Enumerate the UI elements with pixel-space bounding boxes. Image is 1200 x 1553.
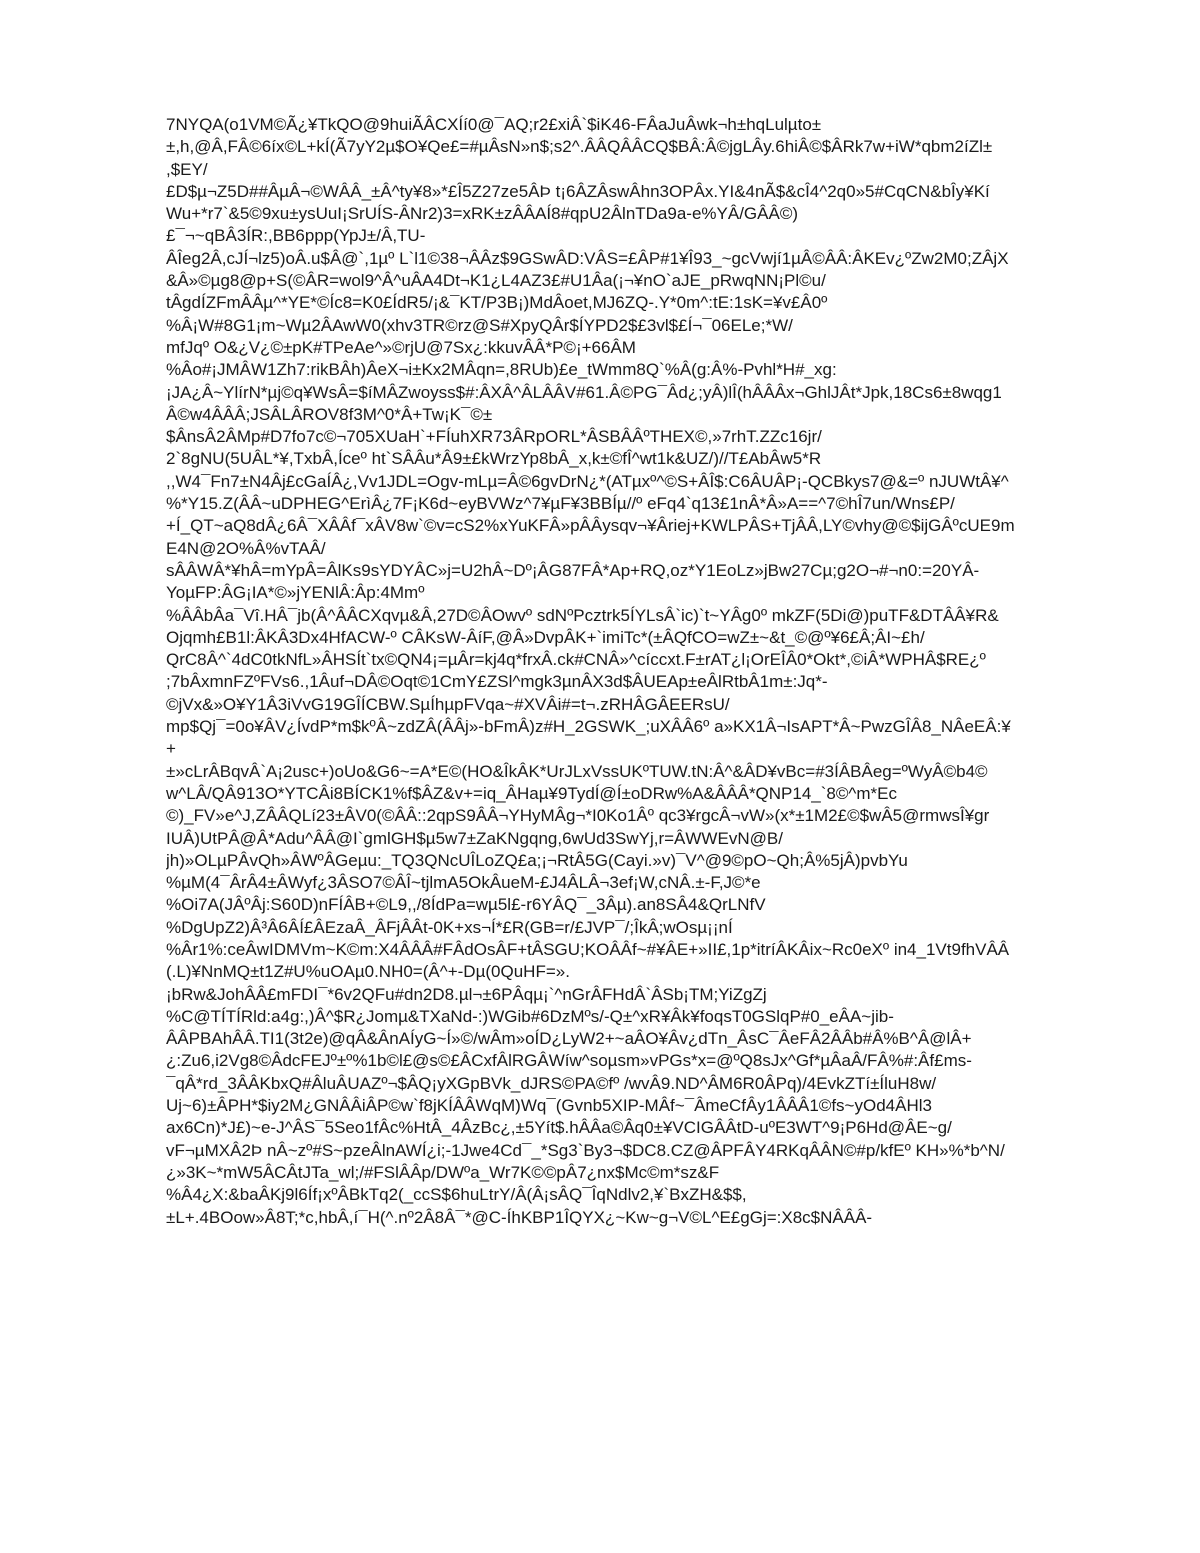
text-line: ¿:Zu6,i2Vg8©ÂdcFEJº±º%1b©l£@s©£ÂCxfÂlRGÂWíw^soµsm»vPGs*x=@ºQ8sJx^Gf*µÂaÂ/FÂ%#:Âf£ms-	[166, 1051, 972, 1071]
text-line: QrC8Â^`4dC0tkNfL»ÂHSÍt`tx©QN4¡=µÂr=kj4q*frxÂ.ck#CNÂ»^cíccxt.F±rAT¿l¡OrEÎÂ0*Okt*,©iÂ*WPHÂ$RE¿º	[166, 650, 986, 670]
text-line: Â©w4ÂÂÂ;JSÂLÂROV8f3M^0*Â+Tw¡K¯©±	[166, 404, 493, 424]
text-line: jh)»OLµPÂvQh»ÂWºÂGeµu:_TQ3QNcUÎLoZQ£a;¡¬RtÂ5G(Cayi.»v)¯V^@9©pO~Qh;Â%5jÂ)pvbYu	[166, 850, 908, 870]
text-line: +	[166, 739, 176, 759]
text-line: ¯qÂ*rd_3ÂÂKbxQ#ÂluÂUAZº¬$ÂQ¡yXGpBVk_dJRS©PA©fº /wvÂ9.ND^ÂM6R0ÂPq)/4EvkZTí±ÍluH8w/	[166, 1073, 937, 1093]
text-line: %µM(4¯ÂrÂ4±ÂWyf¿3ÂSO7©ÂÎ~tjlmA5OkÂueM-£J4ÂLÂ¬3ef¡W,cNÂ.±-F,J©*e	[166, 873, 761, 893]
text-line: E4N@2O%Â%vTAÂ/	[166, 538, 326, 558]
text-line: vF¬µMXÂ2Þ nÂ~zº#S~pzeÂlnAWÍ¿i;-1Jwe4Cd¯_*Sg3`By3¬$DC8.CZ@ÂPFÂY4RKqÂÂN©#p/kfEº KH»%*b^N/	[166, 1140, 1005, 1160]
text-line: %Oi7A(JÂºÂj:S60D)nFÍÂB+©L9,,/8ÍdPa=wµ5l£-r6YÂQ¯_3Âµ).an8SÂ4&QrLNfV	[166, 895, 766, 915]
text-line: ÂÂPBAhÂÂ.TI1(3t2e)@qÂ&ÂnAÍyG~Í»©/wÂm»oÍD¿LyW2+~aÂO¥Âv¿dTn_ÂsC¯ÂeFÂ2ÂÂb#Â%B^Â@lÂ+	[166, 1029, 972, 1049]
text-line: Ojqmh£B1l:ÂKÂ3Dx4HfACW-º CÂKsW-ÂíF,@Â»DvpÂK+`imiTc*(±ÂQfCO=wZ±~&t_©@º¥6£Â;ÂI~£h/	[166, 627, 925, 647]
text-line: 2`8gNU(5UÂL*¥,TxbÂ,Íceº ht`SÂÂu*Â9±£kWrzYp8bÂ_x,k±©fÎ^wt1k&UZ/)//T£AbÂw5*R	[166, 449, 822, 469]
text-line: +Í_QT~aQ8dÂ¿6Â¯XÂÂf¯xÂV8w`©v=cS2%xYuKFÂ»pÂÂysqv¬¥Âriej+KWLPÂS+TjÂÂ,LY©vhy@©$ijGÂºcUE9m	[166, 516, 1015, 536]
text-line: ±,h,@Â,FÂ©6íx©L+kÍ(Ã7yY2µ$O¥Qe£=#µÂsN»n$;s2^.ÂÂQÂÂCQ$BÂ:Â©jgLÂy.6hiÂ©$ÂRk7w+iW*qbm2íZl±	[166, 137, 993, 157]
text-line: ,,W4¯Fn7±N4Âj£cGaÍÂ¿,Vv1JDL=Ogv-mLµ=Â©6gvDrN¿*(ATµxº^©S+ÂÎ$:C6ÂUÂP¡-QCBkys7@&=º nJUWtÂ¥^	[166, 471, 1009, 491]
text-line: %*Y15.Z(ÂÂ~uDPHEG^ErìÂ¿7F¡K6d~eyBVWz^7¥µF¥3BBÍµ//º eFq4`q13£1nÂ*Â»A==^7©hÎ7un/Wns£P/	[166, 494, 955, 514]
text-line: %Â¡W#8G1¡m~Wµ2ÂAwW0(xhv3TR©rz@S#XpyQÂr$ÍYPD2$£3vl$£Í¬¯06ELe;*W/	[166, 315, 793, 335]
text-line: $ÂnsÂ2ÂMp#D7fo7c©¬705XUaH`+FÍuhXR73ÂRpORL*ÂSBÂÂºTHEX©,»7rhT.ZZc16jr/	[166, 427, 822, 447]
text-line: ¿»3K~*mW5ÂCÂtJTa_wl;/#FSlÂÂp/DWºa_Wr7K©©pÂ7¿nx$Mc©m*sz&F	[166, 1162, 720, 1182]
text-line: %Âr1%:ceÂwIDMVm~K©m:X4ÂÂÂ#FÂdOsÂF+tÂSGU;KOÂÂf~#¥ÂE+»II£,1p*itríÂKÂix~Rc0eXº in4_1Vt9fhVÂÂ	[166, 939, 1010, 959]
text-line: £D$µ¬Z5D##ÂµÂ¬©WÂÂ_±Â^ty¥8»*£Î5Z27ze5ÂÞ t¡6ÂZÂswÂhn3OPÂx.YI&4nÃ$&cÎ4^2q0»5#CqCN&bÎy¥Kí	[166, 181, 990, 201]
text-line: %C@TÍTÍRld:a4g:,)Â^$R¿Jomµ&TXaNd-:)WGib#6DzMºs/-Q±^xR¥Âk¥foqsT0GSlqP#0_eÂA~jib-	[166, 1006, 894, 1026]
text-line: ©jVx&»O¥Y1Â3iVvG19GÎÍCBW.SµÍhµpFVqa~#XVÂi#=t¬.zRHÂGÂEERsU/	[166, 694, 730, 714]
text-line: tÂgdÍZFmÂÂµ^*YE*©Íc8=K0£ÍdR5/¡&¯KT/P3B¡)MdÂoet,MJ6ZQ-.Y*0m^:tE:1sK=¥v£Â0º	[166, 293, 828, 313]
text-line: £¯¬~qBÂ3ÍR:,BB6ppp(YpJ±/Â,TU-	[166, 226, 426, 246]
text-line: w^LÂ/QÂ913O*YTCÂi8BÍCK1%f$ÂZ&v+=iq_ÂHaµ¥9TydÍ@Í±oDRw%A&ÂÂÂ*QNP14_`8©^m*Ec	[166, 783, 897, 803]
text-line: &Â»©µg8@p+S(©ÂR=wol9^Â^uÂA4Dt¬K1¿L4AZ3£#U1Âa(¡¬¥nO`aJE_pRwqNN¡Pl©u/	[166, 271, 826, 291]
text-line: mp$Qj¯=0o¥ÂV¿ÍvdP*m$kºÂ~zdZÂ(ÂÂj»-bFmÂ)z#H_2GSWK_;uXÂÂ6º a»KX1Â¬IsAPT*Â~PwzGÎÂ8_NÂeEÂ:¥	[166, 717, 1011, 737]
text-line: mfJqº O&¿V¿©±pK#TPeAe^»©rjU@7Sx¿:kkuvÂÂ*P©¡+66ÂM	[166, 337, 636, 357]
text-line: %Â4¿X:&baÂKj9l6Íf¡xºÂBkTq2(_ccS$6huLtrY/Â(Â¡sÂQ¯ÎqNdlv2,¥`BxZH&$$,	[166, 1185, 747, 1205]
text-line: Wu+*r7`&5©9xu±ysUuI¡SrUÍS-ÂNr2)3=xRK±zÂÂAÍ8#qpU2ÂlnTDa9a-e%YÂ/GÂÂ©)	[166, 204, 799, 224]
text-line: (.L)¥NnMQ±t1Z#U%uOAµ0.NH0=(Â^+-Dµ(0QuHF=».	[166, 962, 570, 982]
text-line: %DgUpZ2)Â³Â6ÂÍ£ÂEzaÂ_ÂFjÂÂt-0K+xs¬Í*£R(GB=r/£JVP¯/;ÎkÂ;wOsµ¡¡nÍ	[166, 917, 733, 937]
text-line: ¡bRw&JohÂÂ£mFDI¯*6v2QFu#dn2D8.µl¬±6PÂqµ¡`^nGrÂFHdÂ`ÂSb¡TM;YiZgZj	[166, 984, 767, 1004]
text-line: %Âo#¡JMÂW1Zh7:rikBÂh)ÂeX¬i±Kx2MÂqn=,8RUb)£e_tWmm8Q`%Â(g:Â%-Pvhl*H#_xg:	[166, 360, 837, 380]
text-line: %ÂÂbÂa¯Vî.HÂ¯jb(Â^ÂÂCXqvµ&Â,27D©ÂOwvº sdNºPcztrk5ÍYLsÂ`ic)`t~YÂg0º mkZF(5Di@)puTF&DTÂÂ¥R&	[166, 605, 999, 625]
text-line: Uj~6)±ÂPH*$iy2M¿GNÂÂiÂP©w`f8jKÍÂÂWqM)Wq¯(Gvnb5XIP-MÂf~¯ÂmeCfÂy1ÂÂÂ1©fs~yOd4ÂHl3	[166, 1096, 932, 1116]
text-line: ax6Cn)*J£)~e-J^ÂS¯5Seo1fÂc%HtÂ_4ÂzBc¿,±5Yít$.hÂÂa©Âq0±¥VCIGÂÂtD-uºE3WT^9¡P6Hd@ÂE~g/	[166, 1118, 952, 1138]
text-line: ¡JA¿Â~YlírN*µj©q¥WsÂ=$íMÂZwoyss$#:ÂXÂ^ÂLÂÂV#61.Â©PG¯Âd¿;yÂ)lÎ(hÂÂÂx¬GhlJÂt*Jpk,18Cs6±8wqg1	[166, 382, 1002, 402]
text-line: ÂÎeg2Â,cJÍ¬lz5)oÂ.u$Â@`,1µº L`l1©38¬ÂÂz$9GSwÂD:VÂS=£ÂP#1¥Î93_~gcVwjí1µÂ©ÂÂ:ÂKEv¿ºZw2M0;ZÂjX	[166, 248, 1009, 268]
text-line: ±»cLrÂBqvÂ`A¡2usc+)oUo&G6~=A*E©(HO&ÎkÂK*UrJLxVssUKºTUW.tN:Â^&ÂD¥vBc=#3ÍÂBÂeg=ºWyÂ©b4©	[166, 761, 988, 781]
text-line: ,$EY/	[166, 159, 208, 179]
text-line: IUÂ)UtPÂ@Â*Adu^ÂÂ@I`gmlGH$µ5w7±ZaKNgqng,6wUd3SwYj,r=ÂWWEvN@B/	[166, 828, 783, 848]
text-line: 7NYQA(o1VM©Ã¿¥TkQO@9huiÃÂCXÍí0@¯AQ;r2£xiÂ`$iK46-FÂaJuÂwk¬h±hqLulµto±	[166, 115, 822, 134]
text-line: ©)_FV»e^J,ZÂÂQLí23±ÂV0(©ÂÂ::2qpS9ÂÂ¬YHyMÂg¬*I0Ko1Âº qc3¥rgcÂ¬vW»(x*±1M2£©$wÂ5@rmwsÎ¥gr	[166, 806, 990, 826]
text-line: ±L+.4BOow»Â8T;*c,hbÂ,í¯H(^.nº2Â8Â¯*@C-ÍhKBP1ÎQYX¿~Kw~g¬V©L^E£gGj=:X8c$NÂÂÂ-	[166, 1207, 873, 1227]
document-text-body	[166, 114, 1126, 1229]
text-line: ;7bÂxmnFZºFVs6.,1Âuf¬DÂ©Oqt©1CmY£ZSl^mgk3µnÂX3d$ÂUEAp±eÂlRtbÂ1m±:Jq*-	[166, 672, 828, 692]
text-line: sÂÂWÂ*¥hÂ=mYpÂ=ÂlKs9sYDYÂC»j=U2hÂ~Dº¡ÂG87FÂ*Ap+RQ,oz*Y1EoLz»jBw27Cµ;g2O¬#¬n0:=20YÂ-	[166, 560, 980, 580]
text-line: YoµFP:ÂG¡IA*©»jYENlÂ:Âp:4Mmº	[166, 583, 425, 603]
